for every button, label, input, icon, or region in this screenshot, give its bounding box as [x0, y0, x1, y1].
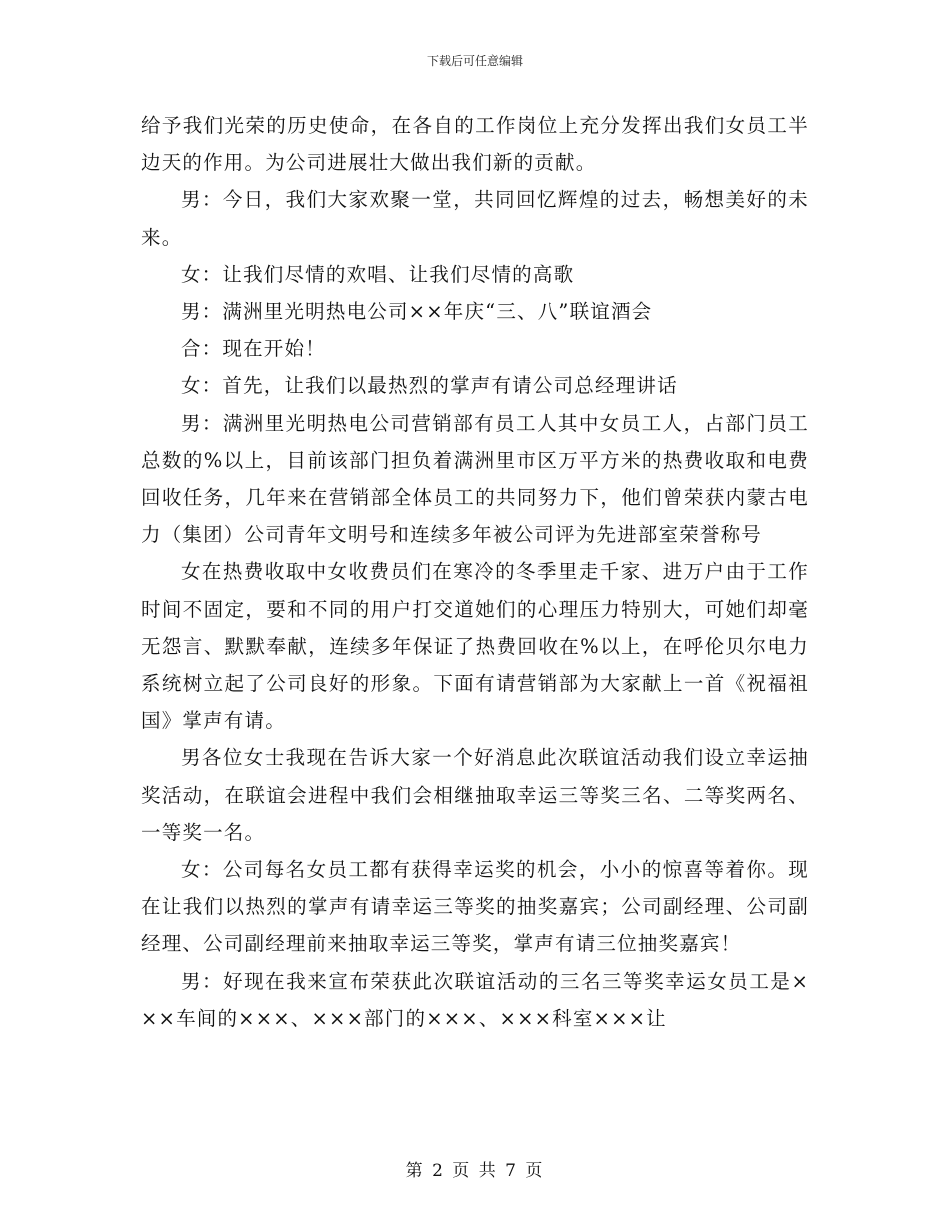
paragraph-3: 女：让我们尽情的欢唱、让我们尽情的高歌	[180, 262, 575, 286]
page-header-note: 下载后可任意编辑	[426, 54, 523, 68]
paragraph-11: 男：好现在我来宣布荣获此次联谊活动的三名三等奖幸运女员工是×××车间的×××、×××部门的×××、×××科室×××让	[141, 969, 809, 1030]
paragraph-6: 女：首先，让我们以最热烈的掌声有请公司总经理讲话	[180, 374, 678, 398]
paragraph-2: 男：今日，我们大家欢聚一堂，共同回忆辉煌的过去，畅想美好的未来。	[141, 188, 809, 249]
paragraph-9: 男各位女士我现在告诉大家一个好消息此次联谊活动我们设立幸运抽奖活动，在联谊会进程中我们会相继抽取幸运三等奖三名、二等奖两名、一等奖一名。	[141, 746, 809, 844]
paragraph-5: 合：现在开始！	[180, 337, 326, 361]
page-number: 第 2 页 共 7 页	[405, 1161, 545, 1181]
paragraph-7: 男：满洲里光明热电公司营销部有员工人其中女员工人，占部门员工总数的%以上，目前该部门担负着满洲里市区万平方米的热费收取和电费回收任务，几年来在营销部全体员工的共同努力下，他们曾荣获内蒙古电力（集团）公司青年文明号和连续多年被公司评为先进部室荣誉称号	[141, 411, 809, 547]
paragraph-1: 给予我们光荣的历史使命，在各自的工作岗位上充分发挥出我们女员工半边天的作用。为公司进展壮大做出我们新的贡献。	[141, 114, 809, 175]
paragraph-8: 女在热费收取中女收费员们在寒冷的冬季里走千家、进万户由于工作时间不固定，要和不同的用户打交道她们的心理压力特别大，可她们却毫无怨言、默默奉献，连续多年保证了热费回收在%以上，在呼伦贝尔电力系统树立起了公司良好的形象。下面有请营销部为大家献上一首《祝福祖国》掌声有请。	[141, 560, 809, 733]
paragraph-4: 男：满洲里光明热电公司××年庆“三、八”联谊酒会	[180, 300, 653, 324]
paragraph-10: 女：公司每名女员工都有获得幸运奖的机会，小小的惊喜等着你。现在让我们以热烈的掌声有请幸运三等奖的抽奖嘉宾；公司副经理、公司副经理、公司副经理前来抽取幸运三等奖，掌声有请三位抽奖嘉宾！	[141, 858, 809, 956]
document-body	[141, 107, 809, 1037]
